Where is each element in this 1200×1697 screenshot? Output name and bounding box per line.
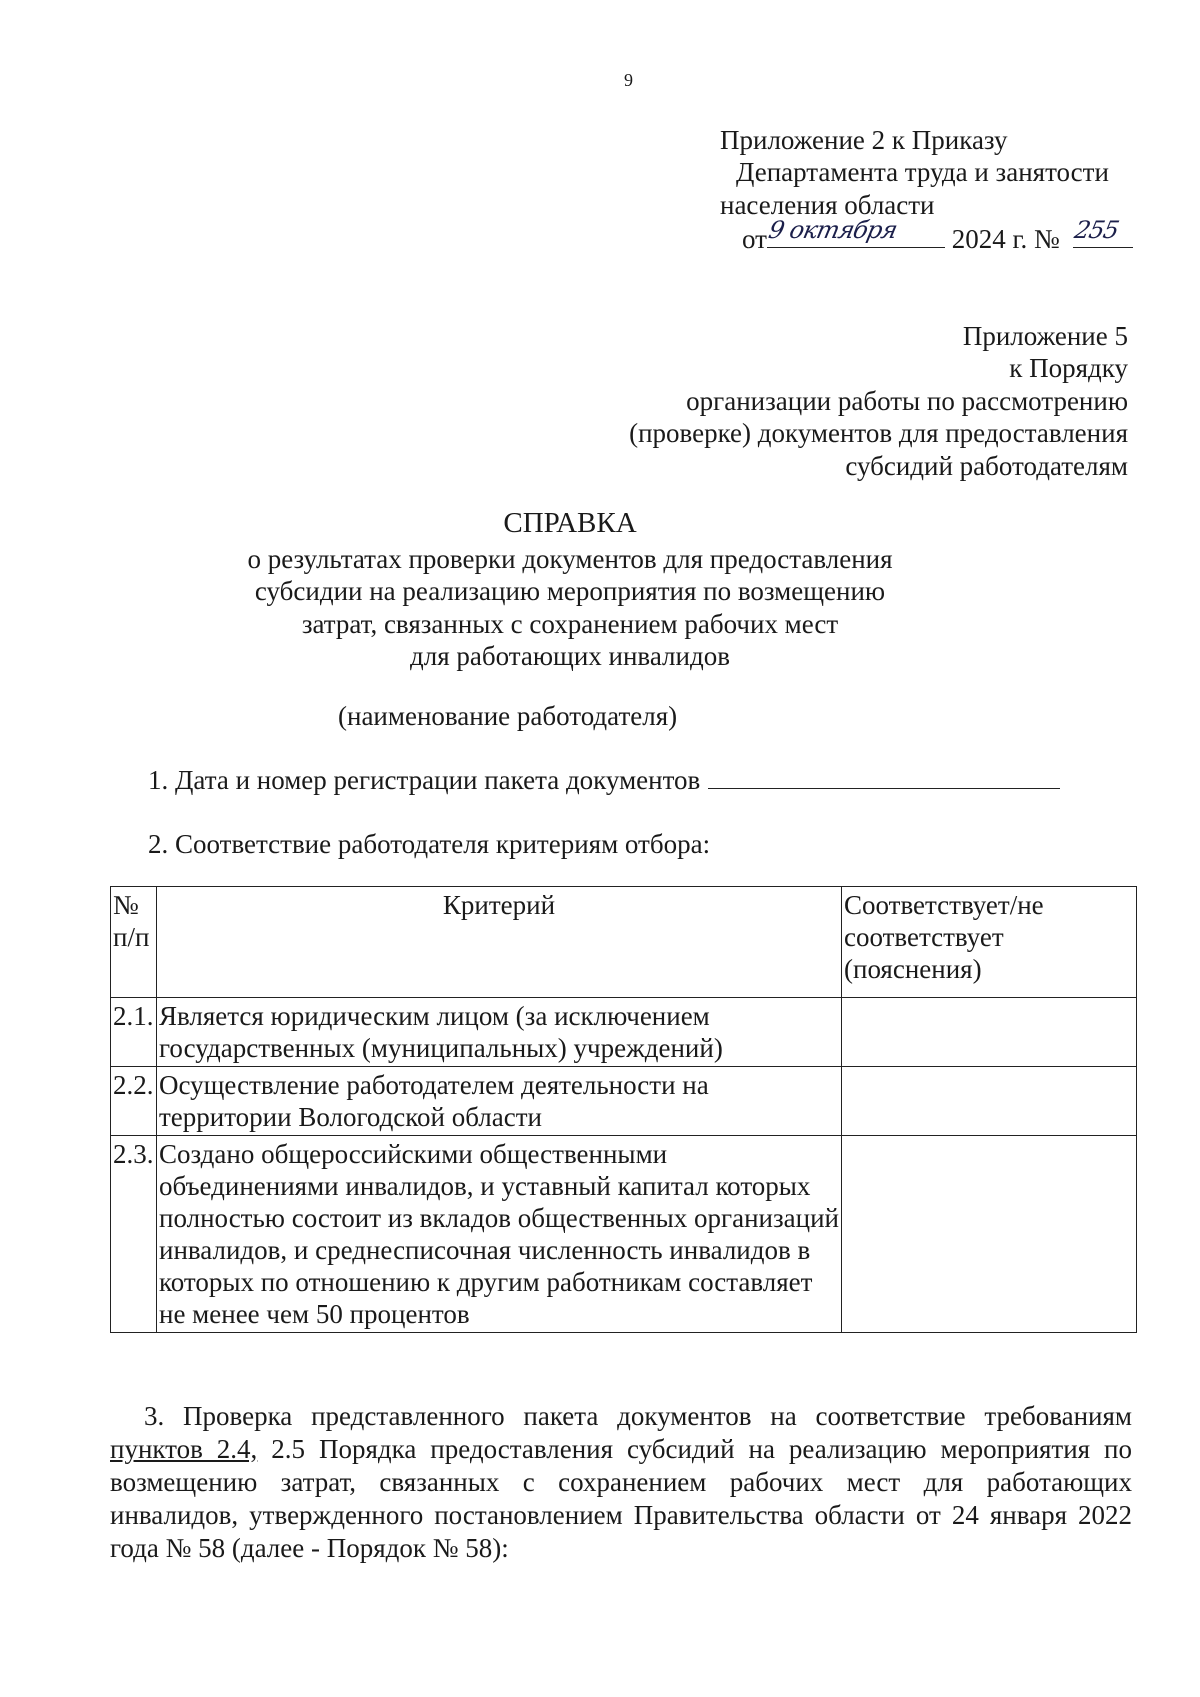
appendix-2-line: населения области <box>720 189 935 220</box>
appendix-5-line: субсидий работодателям <box>845 450 1128 481</box>
document-subtitle-line: о результатах проверки документов для предоставления <box>247 543 893 574</box>
document-title: СПРАВКА <box>503 507 637 539</box>
appendix-2-line: Приложение 2 к Приказу <box>720 125 1008 155</box>
item-3-text: 3. Проверка представленного пакета документов на соответствие требованиям <box>144 1401 1132 1431</box>
item-3-text-continued: 2.5 Порядка предоставления субсидий на реализацию мероприятия по возмещению затрат, связанных с сохранением рабочих мест для работающих инвалидов, утвержденного постановлением Правительства области от 24 января 2022 года № 58 (далее - Порядок № 58): <box>110 1434 1133 1563</box>
row-criterion: Является юридическим лицом (за исключением государственных (муниципальных) учреждений) <box>157 998 842 1067</box>
document-subtitle-line: затрат, связанных с сохранением рабочих мест <box>301 608 839 639</box>
item-2: 2. Соответствие работодателя критериям отбора: <box>148 829 711 859</box>
row-status <box>842 1136 1137 1333</box>
handwritten-date: 9 октября <box>766 216 900 245</box>
appendix-5-line: Приложение 5 <box>962 321 1128 351</box>
date-prefix: от <box>742 224 767 255</box>
appendix-2-line: Департамента труда и занятости <box>736 157 1109 188</box>
handwritten-number: 255 <box>1071 216 1121 245</box>
row-status <box>842 998 1137 1067</box>
header-number: № п/п <box>111 887 157 998</box>
appendix-5-line: (проверке) документов для предоставления <box>629 418 1128 449</box>
registration-blank-line <box>708 766 1060 789</box>
appendix-5-line: организации работы по рассмотрению <box>686 385 1128 416</box>
document-subtitle-line: для работающих инвалидов <box>410 640 730 671</box>
row-criterion: Создано общероссийскими общественными объединениями инвалидов, и уставный капитал которых полностью состоит из вкладов общественных организаций инвалидов, и среднесписочная численность инвалидов в которых по отношению к другим работникам составляет не менее чем 50 процентов <box>157 1136 842 1333</box>
row-number: 2.2. <box>111 1067 157 1136</box>
document-title-block <box>180 506 960 672</box>
header-status: Соответствует/не соответствует (пояснения) <box>842 887 1137 998</box>
table-row <box>111 998 1137 1067</box>
row-number: 2.1. <box>111 998 157 1067</box>
item-1 <box>148 764 1060 796</box>
appendix-2-date-line <box>720 216 1140 255</box>
row-criterion: Осуществление работодателем деятельности на территории Вологодской области <box>157 1067 842 1136</box>
document-subtitle-line: субсидии на реализацию мероприятия по возмещению <box>254 576 886 607</box>
item-1-text: 1. Дата и номер регистрации пакета документов <box>148 765 701 795</box>
employer-name-caption: (наименование работодателя) <box>338 701 678 731</box>
table-header-row <box>111 887 1137 998</box>
row-number: 2.3. <box>111 1136 157 1333</box>
appendix-5-line: к Порядку <box>1009 353 1128 384</box>
criteria-table <box>110 886 1137 1333</box>
item-3-paragraph <box>110 1400 1132 1565</box>
appendix-2-header <box>720 124 1140 256</box>
points-reference-link[interactable]: пунктов 2.4, <box>110 1434 258 1464</box>
page-number: 9 <box>624 70 633 90</box>
appendix-5-header <box>568 320 1128 482</box>
row-status <box>842 1067 1137 1136</box>
table-row <box>111 1136 1137 1333</box>
header-criterion: Критерий <box>157 887 842 998</box>
handwritten-number-field <box>1071 216 1133 248</box>
handwritten-date-field <box>766 216 945 248</box>
table-row <box>111 1067 1137 1136</box>
year-text: 2024 г. № <box>951 224 1060 255</box>
